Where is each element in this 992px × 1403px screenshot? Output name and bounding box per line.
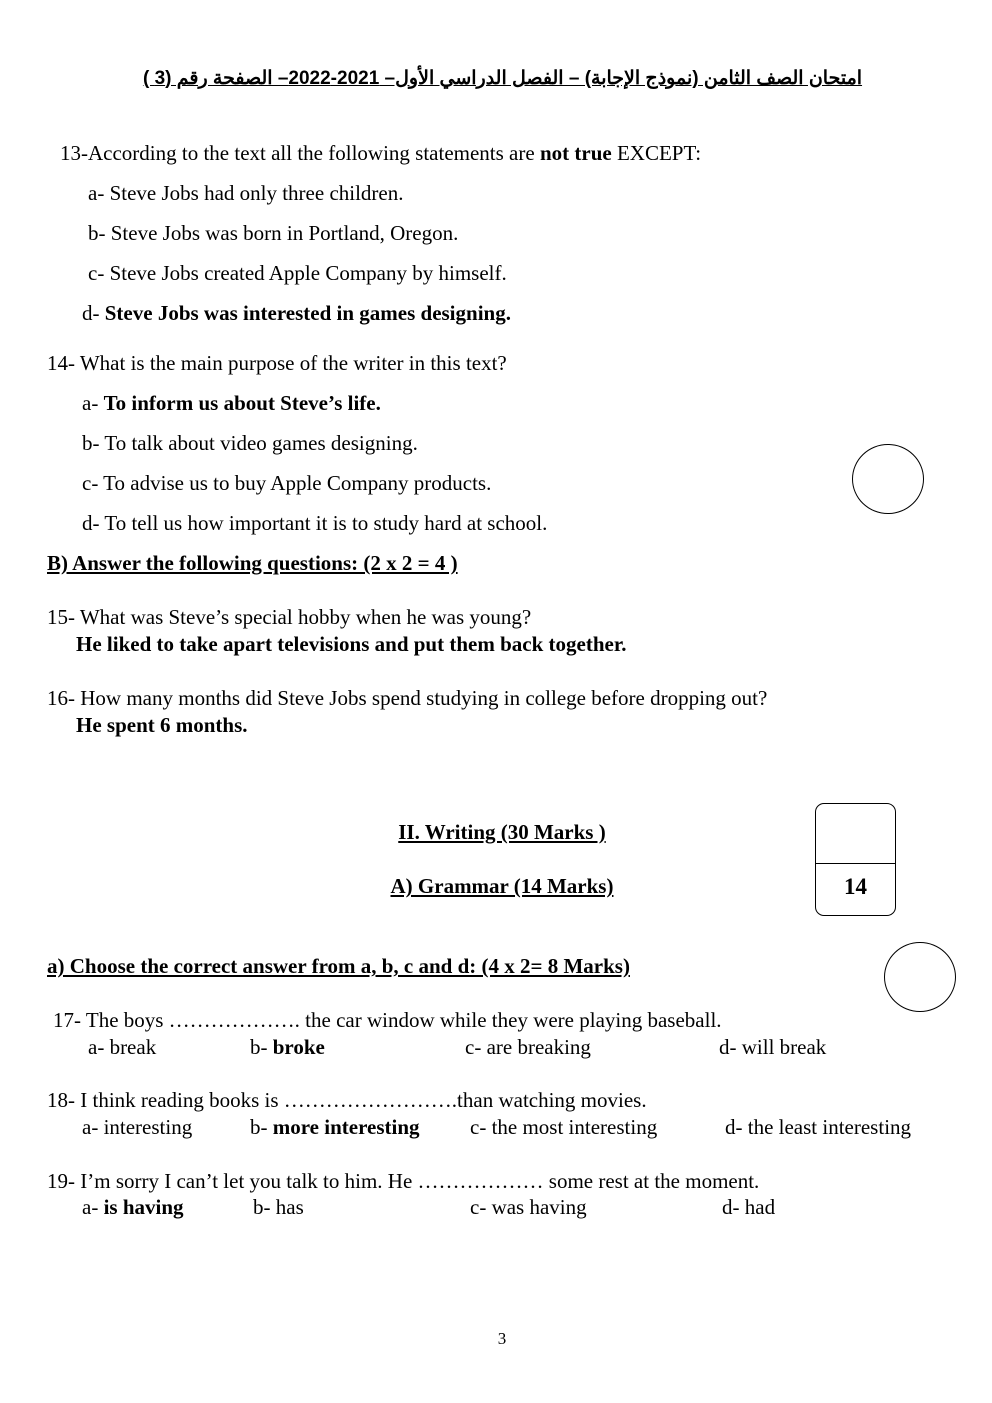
question-15: 15- What was Steve’s special hobby when he was young? [47, 605, 532, 629]
part-a-heading: a) Choose the correct answer from a, b, c and d: (4 x 2= 8 Marks) [47, 954, 630, 978]
q13-option-b: b- Steve Jobs was born in Portland, Oregon. [88, 221, 459, 245]
q18-option-d: d- the least interesting [725, 1115, 912, 1139]
question-14: 14- What is the main purpose of the writer in this text? [47, 351, 507, 375]
question-13 [60, 141, 701, 165]
page-number: 3 [497, 1329, 507, 1348]
page-header: امتحان الصف الثامن (نموذج الإجابة) – الفصل الدراسي الأول– 2021-2022– الصفحة رقم (3 ) [142, 68, 863, 89]
option-prefix: b- [250, 1035, 273, 1059]
score-circle [852, 444, 924, 514]
option-prefix: a- [82, 1195, 104, 1219]
q19-option-a [82, 1195, 184, 1219]
q13-option-d [82, 301, 511, 325]
q18-option-b [250, 1115, 420, 1139]
q19-option-c: c- was having [470, 1195, 587, 1219]
q15-answer: He liked to take apart televisions and put them back together. [76, 632, 627, 656]
q16-answer: He spent 6 months. [76, 713, 248, 737]
q13-text-end: EXCEPT: [611, 141, 702, 165]
q18-option-c: c- the most interesting [470, 1115, 658, 1139]
grammar-heading: A) Grammar (14 Marks) [390, 874, 614, 898]
correct-answer: Steve Jobs was interested in games designing. [104, 301, 511, 325]
q14-option-c: c- To advise us to buy Apple Company products. [82, 471, 492, 495]
question-18: 18- I think reading books is …………………….than watching movies. [47, 1088, 647, 1112]
q19-option-b: b- has [253, 1195, 304, 1219]
q14-option-d: d- To tell us how important it is to study hard at school. [82, 511, 548, 535]
score-total: 14 [844, 874, 867, 899]
score-box-divider [816, 863, 895, 864]
q13-bold: not true [539, 141, 612, 165]
q13-option-a: a- Steve Jobs had only three children. [88, 181, 404, 205]
option-prefix: d- [82, 301, 105, 325]
q13-text: 13-According to the text all the following statements are [60, 141, 540, 165]
question-17: 17- The boys ………………. the car window while they were playing baseball. [53, 1008, 722, 1032]
question-19: 19- I’m sorry I can’t let you talk to him. He ……………… some rest at the moment. [47, 1169, 760, 1193]
question-16: 16- How many months did Steve Jobs spend studying in college before dropping out? [47, 686, 768, 710]
option-prefix: b- [250, 1115, 273, 1139]
q17-option-b [250, 1035, 325, 1059]
writing-heading: II. Writing (30 Marks ) [398, 820, 606, 844]
q13-option-c: c- Steve Jobs created Apple Company by himself. [88, 261, 507, 285]
correct-answer: broke [272, 1035, 325, 1059]
q18-option-a: a- interesting [82, 1115, 193, 1139]
q17-option-a: a- break [88, 1035, 157, 1059]
correct-answer: is having [103, 1195, 184, 1219]
score-circle [884, 942, 956, 1012]
correct-answer: more interesting [272, 1115, 420, 1139]
option-prefix: a- [82, 391, 104, 415]
q14-option-b: b- To talk about video games designing. [82, 431, 418, 455]
q19-option-d: d- had [722, 1195, 776, 1219]
q17-option-d: d- will break [719, 1035, 827, 1059]
correct-answer: To inform us about Steve’s life. [103, 391, 381, 415]
q17-option-c: c- are breaking [465, 1035, 591, 1059]
section-b-heading: B) Answer the following questions: (2 x 2 = 4 ) [47, 551, 458, 575]
score-box [815, 803, 896, 916]
q14-option-a [82, 391, 381, 415]
